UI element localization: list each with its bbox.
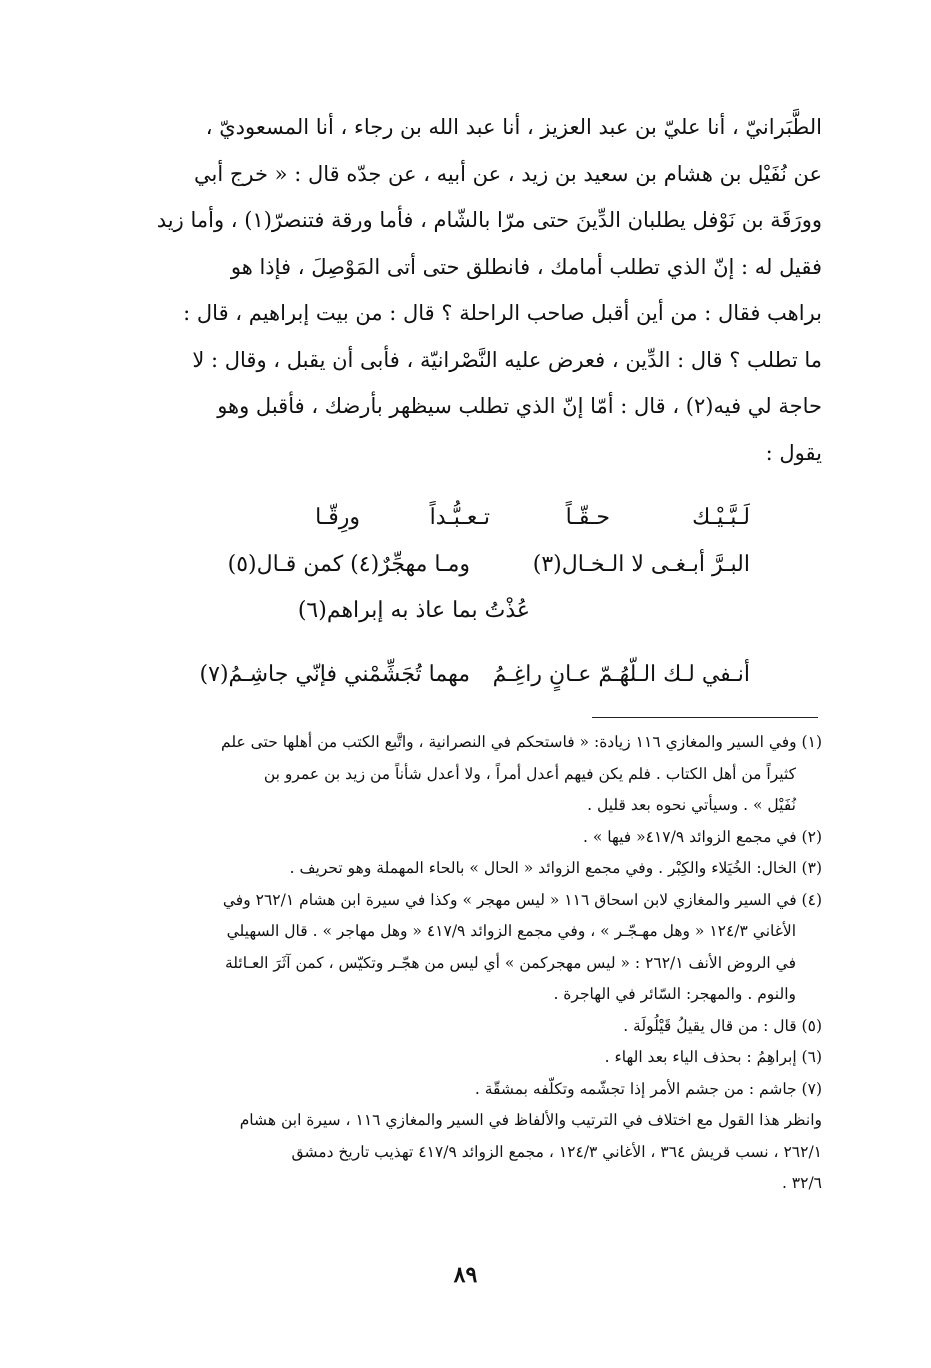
body-line-7: حاجة لي فيه(٢) ، قال : أمّا إنّ الذي تطلب سيظهر بأرضك ، فأقبل وهو — [217, 394, 822, 418]
footnote-line: (٦) إبراهِمُ : بحذف الياء بعد الهاء . — [604, 1048, 822, 1066]
poem-line-1-part-2: حـقّـاً — [565, 505, 610, 530]
body-line-3: وورَقَة بن نَوْفل يطلبان الدِّينَ حتى مرّا بالشّام ، فأما ورقة فتنصرّ(١) ، وأما زيد — [156, 208, 822, 232]
poem-line-1-part-4: ورِقّـا — [315, 505, 360, 530]
footnote-line: كثيراً من أهل الكتاب . فلم يكن فيهم أعدل أمراً ، ولا أعدل شأناً من زيد بن عمرو بن — [263, 764, 796, 783]
poem-line-2-left: ومـا مهجِّرٌ(٤) كمن قـال(٥) — [227, 552, 470, 577]
footnote-line: في الروض الأنف ٢٦٢/١ : « ليس مهجركمن » أي ليس من هجّـر وتكيّس ، كمن آثَرَ العـائلة — [224, 953, 796, 972]
body-line-8: يقول : — [765, 440, 822, 465]
footnote-line: وانظر هذا القول مع اختلاف في الترتيب والألفاظ في السير والمغازي ١١٦ ، سيرة ابن هشام — [239, 1111, 822, 1129]
footnote-line: (٥) قال : من قال يقيلُ قَيْلُولَة . — [623, 1016, 822, 1035]
footnote-line: (٣) الخال: الخُيَلاء والكِبْر . وفي مجمع الزوائد « الحال » بالحاء المهملة وهو تحريف . — [289, 859, 822, 877]
main-text-block — [108, 104, 822, 476]
body-line-4: فقيل له : إنّ الذي تطلب أمامك ، فانطلق حتى أتى المَوْصِلَ ، فإذا هو — [230, 254, 822, 279]
poem-line-2-right: البـرَّ أبـغـى لا الـخـال(٣) — [532, 552, 750, 577]
footnote-line: (٤) في السير والمغازي لابن اسحاق ١١٦ « ليس مهجر » وكذا في سيرة ابن هشام ٢٦٢/١ وفي — [222, 890, 822, 909]
poem-line-4-right: أنـفي لـك الـلّهُـمّ عـانٍ راغِـمُ — [492, 662, 750, 687]
poem-line-4-left: مهما تُجَشِّمْني فإنّي جاشِـمُ(٧) — [199, 662, 470, 687]
poem-line-3: عُذْتُ بما عاذ به إبراهم(٦) — [297, 598, 530, 623]
body-line-5: براهب فقال : من أين أقبل صاحب الراحلة ؟ قال : من بيت إبراهيم ، قال : — [183, 301, 822, 325]
body-line-1: الطَّبَرانيّ ، أنا عليّ بن عبد العزيز ، أنا عبد الله بن رجاء ، أنا المسعوديّ ، — [205, 115, 822, 139]
page-number: ٨٩ — [453, 1262, 478, 1288]
footnote-separator — [592, 717, 818, 718]
footnote-line: والنوم . والمهجر: السّائر في الهاجرة . — [553, 985, 796, 1003]
footnote-line: (٢) في مجمع الزوائد ٤١٧/٩« فيها » . — [583, 827, 822, 846]
body-line-2: عن نُفَيْل بن هشام بن سعيد بن زيد ، عن أبيه ، عن جدّه قال : « خرج أبي — [194, 161, 822, 186]
footnote-line: ٣٢/٦ . — [781, 1174, 822, 1192]
footnote-line: (١) وفي السير والمغازي ١١٦ زيادة: « فاستحكم في النصرانية ، واتَّبع الكتب من أهلها حتى علم — [221, 733, 822, 751]
poem-line-1-part-3: تـعـبُّـداً — [429, 505, 490, 530]
footnote-line: (٧) جاشم : من جشم الأمر إذا تجشّمه وتكلّفه بمشقّة . — [474, 1079, 822, 1098]
body-line-6: ما تطلب ؟ قال : الدِّين ، فعرض عليه النَّصْرانيّة ، فأبى أن يقبل ، وقال : لا — [192, 347, 822, 372]
footnotes-block — [108, 727, 822, 1200]
footnote-line: نُفَيْل » . وسيأتي نحوه بعد قليل . — [587, 796, 796, 814]
footnote-line: الأغاني ١٢٤/٣ « وهل مهـجّـر » ، وفي مجمع الزوائد ٤١٧/٩ « وهل مهاجر » . قال السهيلي — [226, 922, 796, 940]
poem-line-1-part-1: لَـبَّـيْـك — [692, 505, 750, 530]
footnote-line: ٢٦٢/١ ، نسب قريش ٣٦٤ ، الأغاني ١٢٤/٣ ، مجمع الزوائد ٤١٧/٩ تهذيب تاريخ دمشق — [291, 1142, 822, 1161]
